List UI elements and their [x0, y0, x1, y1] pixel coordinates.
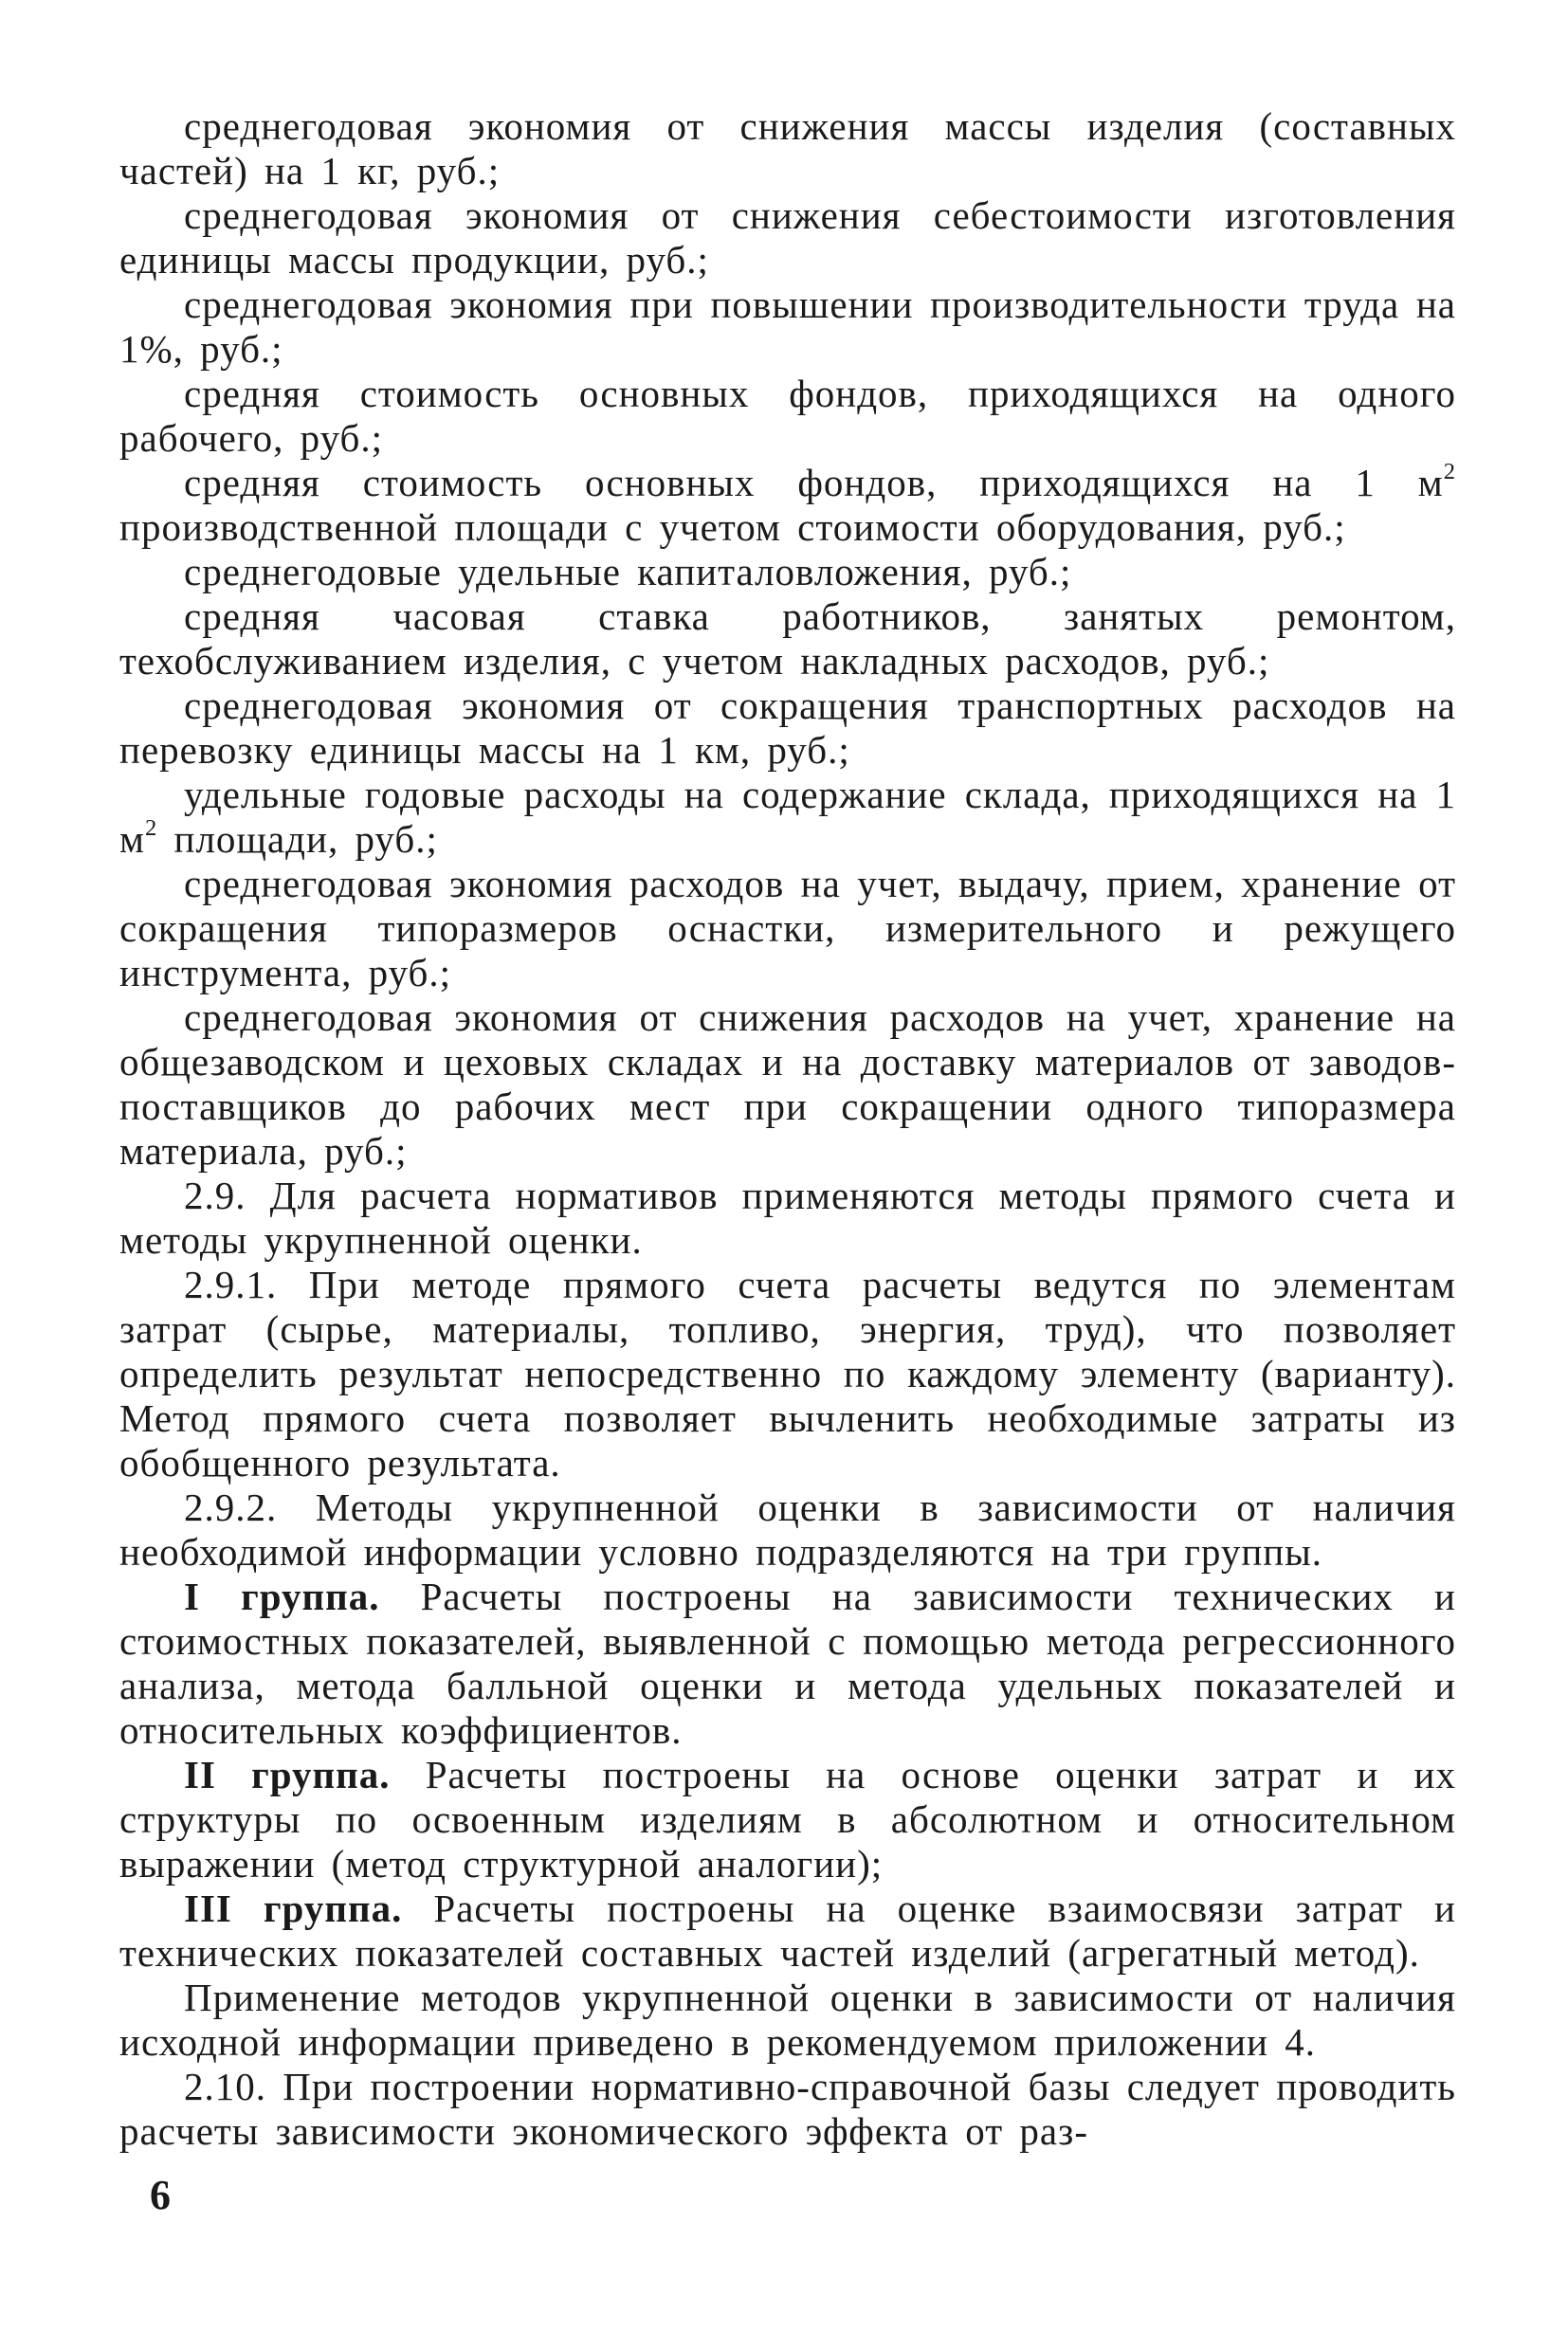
- group-2-heading: II группа.: [184, 1753, 391, 1796]
- section-2-9-1: 2.9.1. При методе прямого счета расчеты ведутся по элементам затрат (сырье, материалы, топливо, энергия, труд), что позволяет определить результат непосредственно по каждому элементу (варианту). Метод прямого счета позволяет вычленить необходимые затраты из обобщенного результата.: [119, 1263, 1456, 1485]
- group-1-text: Расчеты построены на зависимости технических и стоимостных показателей, выявленной с помощью метода регрессионного анализа, метода балльной оценки и метода удельных показателей и относительных коэффициентов.: [119, 1575, 1456, 1752]
- superscript: 2: [144, 814, 158, 841]
- list-item: средняя стоимость основных фондов, приходящихся на одного рабочего, руб.;: [119, 372, 1456, 460]
- application-note: Применение методов укрупненной оценки в зависимости от наличия исходной информации приведено в рекомендуемом приложении 4.: [119, 1976, 1456, 2064]
- section-2-9: 2.9. Для расчета нормативов применяются методы прямого счета и методы укрупненной оценки.: [119, 1174, 1456, 1262]
- section-2-9-2: 2.9.2. Методы укрупненной оценки в зависимости от наличия необходимой информации условно подразделяются на три группы.: [119, 1485, 1456, 1574]
- group-2-text: Расчеты построены на основе оценки затрат и их структуры по освоенным изделиям в абсолютном и относительном выражении (метод структурной аналогии);: [119, 1753, 1456, 1886]
- superscript: 2: [1443, 458, 1456, 484]
- list-item-text: средняя стоимость основных фондов, приходящихся на 1 м: [184, 461, 1444, 504]
- list-item: среднегодовая экономия от сокращения транспортных расходов на перевозку единицы массы на 1 км, руб.;: [119, 683, 1456, 772]
- group-1-heading: I группа.: [184, 1575, 380, 1618]
- list-item: среднегодовые удельные капиталовложения, руб.;: [184, 550, 1072, 593]
- page-number: 6: [150, 2172, 171, 2218]
- document-page: [119, 104, 1456, 2154]
- list-item: среднегодовая экономия от снижения расходов на учет, хранение на общезаводском и цеховых складах и на доставку материалов от заводов-поставщиков до рабочих мест при сокращении одного типоразмера материала, руб.;: [119, 995, 1456, 1173]
- group-1: [119, 1575, 1456, 1753]
- list-item-text: производственной площади с учетом стоимости оборудования, руб.;: [119, 505, 1346, 549]
- group-2: [119, 1753, 1456, 1886]
- list-item: среднегодовая экономия расходов на учет, выдачу, прием, хранение от сокращения типоразмеров оснастки, измерительного и режущего инструмента, руб.;: [119, 862, 1456, 994]
- list-item: средняя часовая ставка работников, занятых ремонтом, техобслуживанием изделия, с учетом накладных расходов, руб.;: [119, 594, 1456, 683]
- list-item-text: площади, руб.;: [157, 817, 438, 861]
- list-item: среднегодовая экономия от снижения себестоимости изготовления единицы массы продукции, руб.;: [119, 193, 1456, 282]
- list-item: среднегодовая экономия от снижения массы изделия (составных частей) на 1 кг, руб.;: [119, 104, 1456, 192]
- group-3-text: Расчеты построены на оценке взаимосвязи затрат и технических показателей составных частей изделий (агрегатный метод).: [119, 1886, 1456, 1975]
- list-item: [119, 773, 1456, 862]
- list-item: [119, 458, 1456, 550]
- group-3-heading: III группа.: [184, 1886, 403, 1930]
- section-2-10: 2.10. При построении нормативно-справочной базы следует проводить расчеты зависимости экономического эффекта от раз-: [119, 2065, 1456, 2153]
- list-item: среднегодовая экономия при повышении производительности труда на 1%, руб.;: [119, 282, 1456, 371]
- group-3: [119, 1886, 1456, 1976]
- list-item-text: удельные годовые расходы на содержание склада, приходящихся на 1 м: [119, 773, 1456, 861]
